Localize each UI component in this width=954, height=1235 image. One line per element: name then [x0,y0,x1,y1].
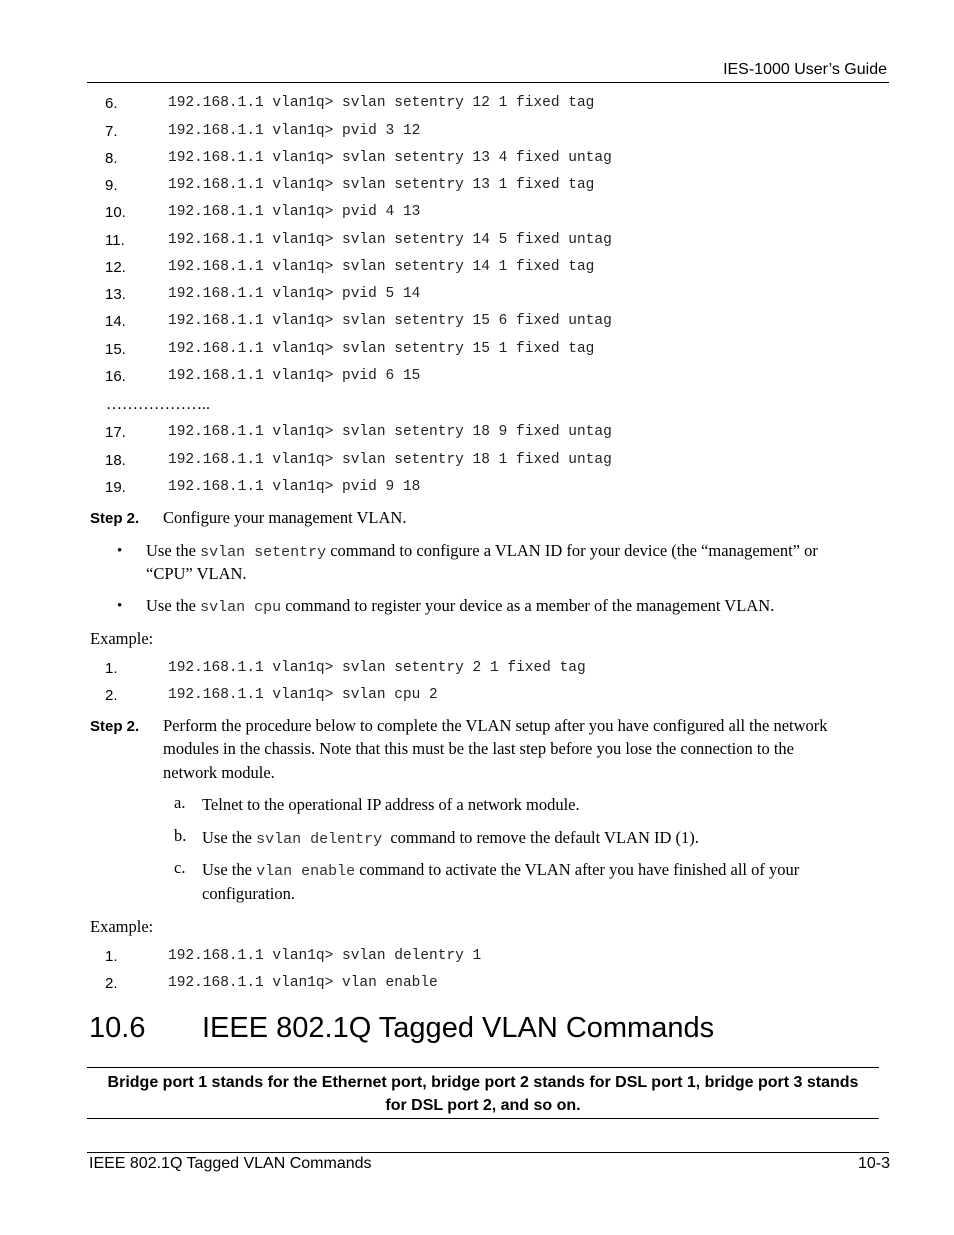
substep-text-continued: configuration. [202,884,296,903]
code-line: 192.168.1.1 vlan1q> vlan enable [168,975,438,991]
line-number: 14. [105,313,126,330]
substep-text: Telnet to the operational IP address of a network module. [202,795,580,814]
code-line: 192.168.1.1 vlan1q> svlan setentry 12 1 fixed tag [168,95,595,111]
substep-mark: b. [174,826,187,845]
running-header-title: IES-1000 User’s Guide [723,61,887,78]
line-number: 7. [105,123,118,140]
header-rule [87,82,889,83]
bullet-item [146,539,818,565]
line-number: 8. [105,150,118,167]
substep-text: Use the [202,860,257,879]
footer-rule [87,1152,889,1153]
inline-code: svlan delentry [256,831,383,848]
code-line: 192.168.1.1 vlan1q> svlan setentry 13 4 fixed untag [168,150,612,166]
substep-item [202,826,699,852]
bullet-text: Use the [146,596,201,615]
substep-text: command to remove the default VLAN ID (1). [382,828,699,847]
step-text: network module. [163,763,275,782]
code-line: 192.168.1.1 vlan1q> svlan setentry 18 1 fixed untag [168,452,612,468]
line-number: 10. [105,204,126,221]
line-number: 17. [105,424,126,441]
note-text: Bridge port 1 stands for the Ethernet port, bridge port 2 stands for DSL port 1, bridge port 3 stands for DSL port 2, and so on. [107,1074,859,1114]
bullet-text: command to register your device as a member of the management VLAN. [281,596,775,615]
bullet-item [146,594,774,620]
code-line: 192.168.1.1 vlan1q> svlan setentry 15 6 fixed untag [168,313,612,329]
code-line: 192.168.1.1 vlan1q> pvid 4 13 [168,204,421,220]
step-label: Step 2. [90,510,140,527]
code-line: 192.168.1.1 vlan1q> svlan setentry 15 1 fixed tag [168,341,595,357]
inline-code: svlan setentry [200,544,327,561]
line-number: 12. [105,259,126,276]
line-number: 11. [105,232,125,249]
substep-text: Use the [202,828,257,847]
line-number: 1. [105,660,118,677]
inline-code: vlan enable [256,863,356,880]
step-text: Configure your management VLAN. [163,508,407,527]
line-number: 16. [105,368,126,385]
code-line: 192.168.1.1 vlan1q> pvid 6 15 [168,368,421,384]
bullet-mark: • [117,543,123,559]
bullet-text: command to configure a VLAN ID for your device (the “management” or [326,541,818,560]
code-line: 192.168.1.1 vlan1q> svlan setentry 2 1 fixed tag [168,660,586,676]
ellipsis: ……………….. [106,396,210,413]
code-line: 192.168.1.1 vlan1q> svlan setentry 14 1 fixed tag [168,259,595,275]
step-text: Perform the procedure below to complete the VLAN setup after you have configured all the network [163,716,828,735]
line-number: 9. [105,177,118,194]
line-number: 1. [105,948,118,965]
line-number: 15. [105,341,126,358]
bullet-text-continued: “CPU” VLAN. [146,564,247,583]
step-text: modules in the chassis. Note that this must be the last step before you lose the connection to the [163,739,794,758]
step-label: Step 2. [90,718,140,735]
section-title: IEEE 802.1Q Tagged VLAN Commands [202,1012,715,1044]
code-line: 192.168.1.1 vlan1q> pvid 9 18 [168,479,421,495]
code-line: 192.168.1.1 vlan1q> pvid 3 12 [168,123,421,139]
line-number: 2. [105,687,118,704]
inline-code: svlan cpu [200,599,282,616]
bullet-mark: • [117,598,123,614]
code-line: 192.168.1.1 vlan1q> svlan setentry 18 9 fixed untag [168,424,612,440]
substep-mark: a. [174,793,186,812]
note-bottom-rule [87,1118,879,1119]
line-number: 6. [105,95,118,112]
line-number: 19. [105,479,126,496]
example-label: Example: [90,917,154,936]
page-number: 10-3 [857,1155,890,1172]
substep-text: command to activate the VLAN after you have finished all of your [355,860,800,879]
section-number: 10.6 [89,1012,146,1044]
code-line: 192.168.1.1 vlan1q> svlan delentry 1 [168,948,482,964]
footer-chapter-title: IEEE 802.1Q Tagged VLAN Commands [89,1155,372,1172]
code-line: 192.168.1.1 vlan1q> svlan setentry 13 1 fixed tag [168,177,595,193]
line-number: 13. [105,286,126,303]
line-number: 2. [105,975,118,992]
note-top-rule [87,1067,879,1068]
substep-item [202,858,799,884]
substep-mark: c. [174,858,186,877]
code-line: 192.168.1.1 vlan1q> pvid 5 14 [168,286,421,302]
example-label: Example: [90,629,154,648]
bullet-text: Use the [146,541,201,560]
code-line: 192.168.1.1 vlan1q> svlan setentry 14 5 fixed untag [168,232,612,248]
code-line: 192.168.1.1 vlan1q> svlan cpu 2 [168,687,438,703]
line-number: 18. [105,452,126,469]
